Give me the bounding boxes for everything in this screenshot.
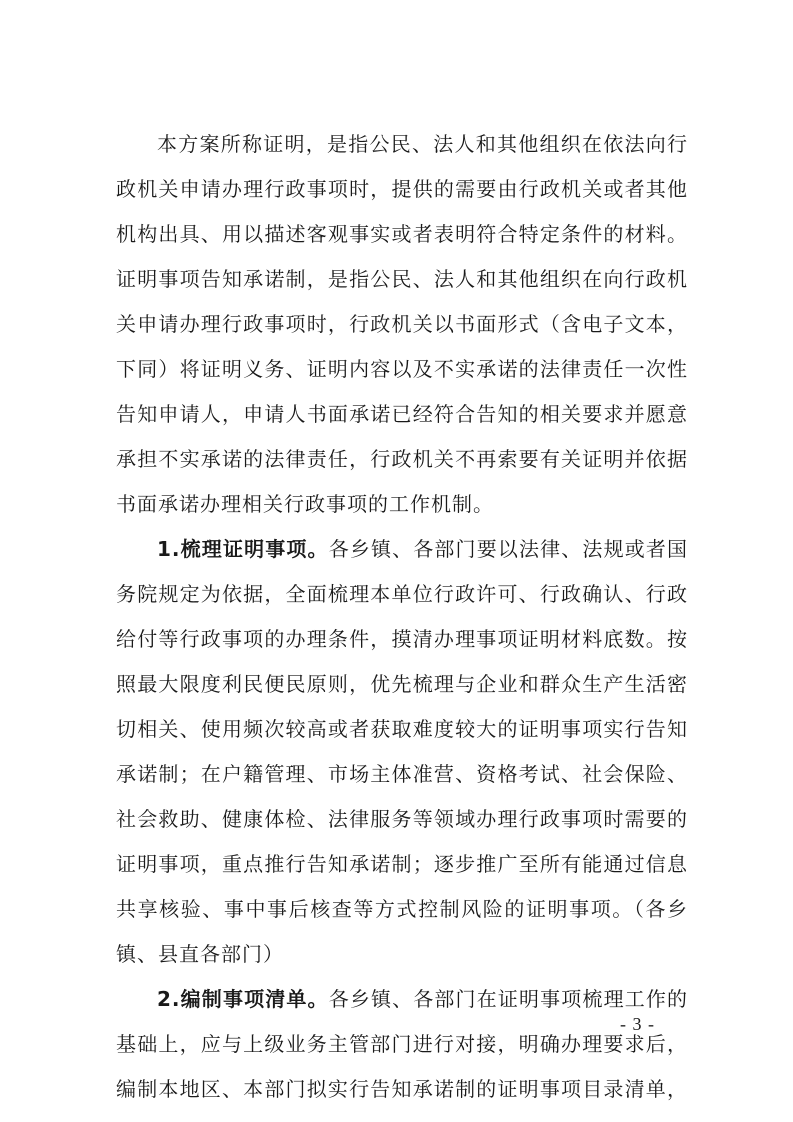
paragraph-1-line-7: 告知申请人，申请人书面承诺已经符合告知的相关要求并愿意 (116, 402, 688, 426)
paragraph-1-line-1: 本方案所称证明，是指公民、法人和其他组织在依法向行 (157, 132, 688, 156)
paragraph-2-line-5: 切相关、使用频次较高或者获取难度较大的证明事项实行告知 (116, 717, 688, 741)
paragraph-2-line-7: 社会救助、健康体检、法律服务等领域办理行政事项时需要的 (116, 807, 688, 831)
paragraph-2-line-1 (116, 527, 688, 572)
paragraph-1-line-9: 书面承诺办理相关行政事项的工作机制。 (116, 492, 494, 516)
page-number: - 3 - (620, 1014, 655, 1034)
paragraph-2-line-10: 镇、县直各部门） (116, 942, 284, 966)
paragraph-1-line-4: 证明事项告知承诺制，是指公民、法人和其他组织在向行政机 (116, 267, 688, 291)
paragraph-2-line-4: 照最大限度利民便民原则，优先梳理与企业和群众生产生活密 (116, 672, 688, 696)
paragraph-1-line-2: 政机关申请办理行政事项时，提供的需要由行政机关或者其他 (116, 177, 688, 201)
paragraph-2-line-8: 证明事项，重点推行告知承诺制；逐步推广至所有能通过信息 (116, 852, 688, 876)
paragraph-2-line-9: 共享核验、事中事后核查等方式控制风险的证明事项。（各乡 (116, 897, 688, 921)
paragraph-1-line-8: 承担不实承诺的法律责任，行政机关不再索要有关证明并依据 (116, 447, 688, 471)
paragraph-3-line-2: 基础上，应与上级业务主管部门进行对接，明确办理要求后， (116, 1032, 688, 1056)
paragraph-2-line-6: 承诺制；在户籍管理、市场主体准营、资格考试、社会保险、 (116, 762, 688, 786)
section-heading-1: 1.梳理证明事项。 (157, 537, 329, 561)
paragraph-1-line-5: 关申请办理行政事项时，行政机关以书面形式（含电子文本， (116, 312, 688, 336)
paragraph-1-line-6: 下同）将证明义务、证明内容以及不实承诺的法律责任一次性 (116, 357, 688, 381)
paragraph-2-line-2: 务院规定为依据，全面梳理本单位行政许可、行政确认、行政 (116, 582, 688, 606)
paragraph-2-line-1-text: 各乡镇、各部门要以法律、法规或者国 (328, 537, 689, 561)
paragraph-2-line-3: 给付等行政事项的办理条件，摸清办理事项证明材料底数。按 (116, 627, 688, 651)
paragraph-3-line-1-text: 各乡镇、各部门在证明事项梳理工作的 (328, 987, 689, 1011)
document-body (116, 122, 688, 1112)
section-heading-2: 2.编制事项清单。 (157, 987, 329, 1011)
paragraph-3-line-3: 编制本地区、本部门拟实行告知承诺制的证明事项目录清单， (116, 1077, 688, 1101)
paragraph-1-line-3: 机构出具、用以描述客观事实或者表明符合特定条件的材料。 (116, 222, 688, 246)
paragraph-3-line-1 (116, 977, 688, 1022)
